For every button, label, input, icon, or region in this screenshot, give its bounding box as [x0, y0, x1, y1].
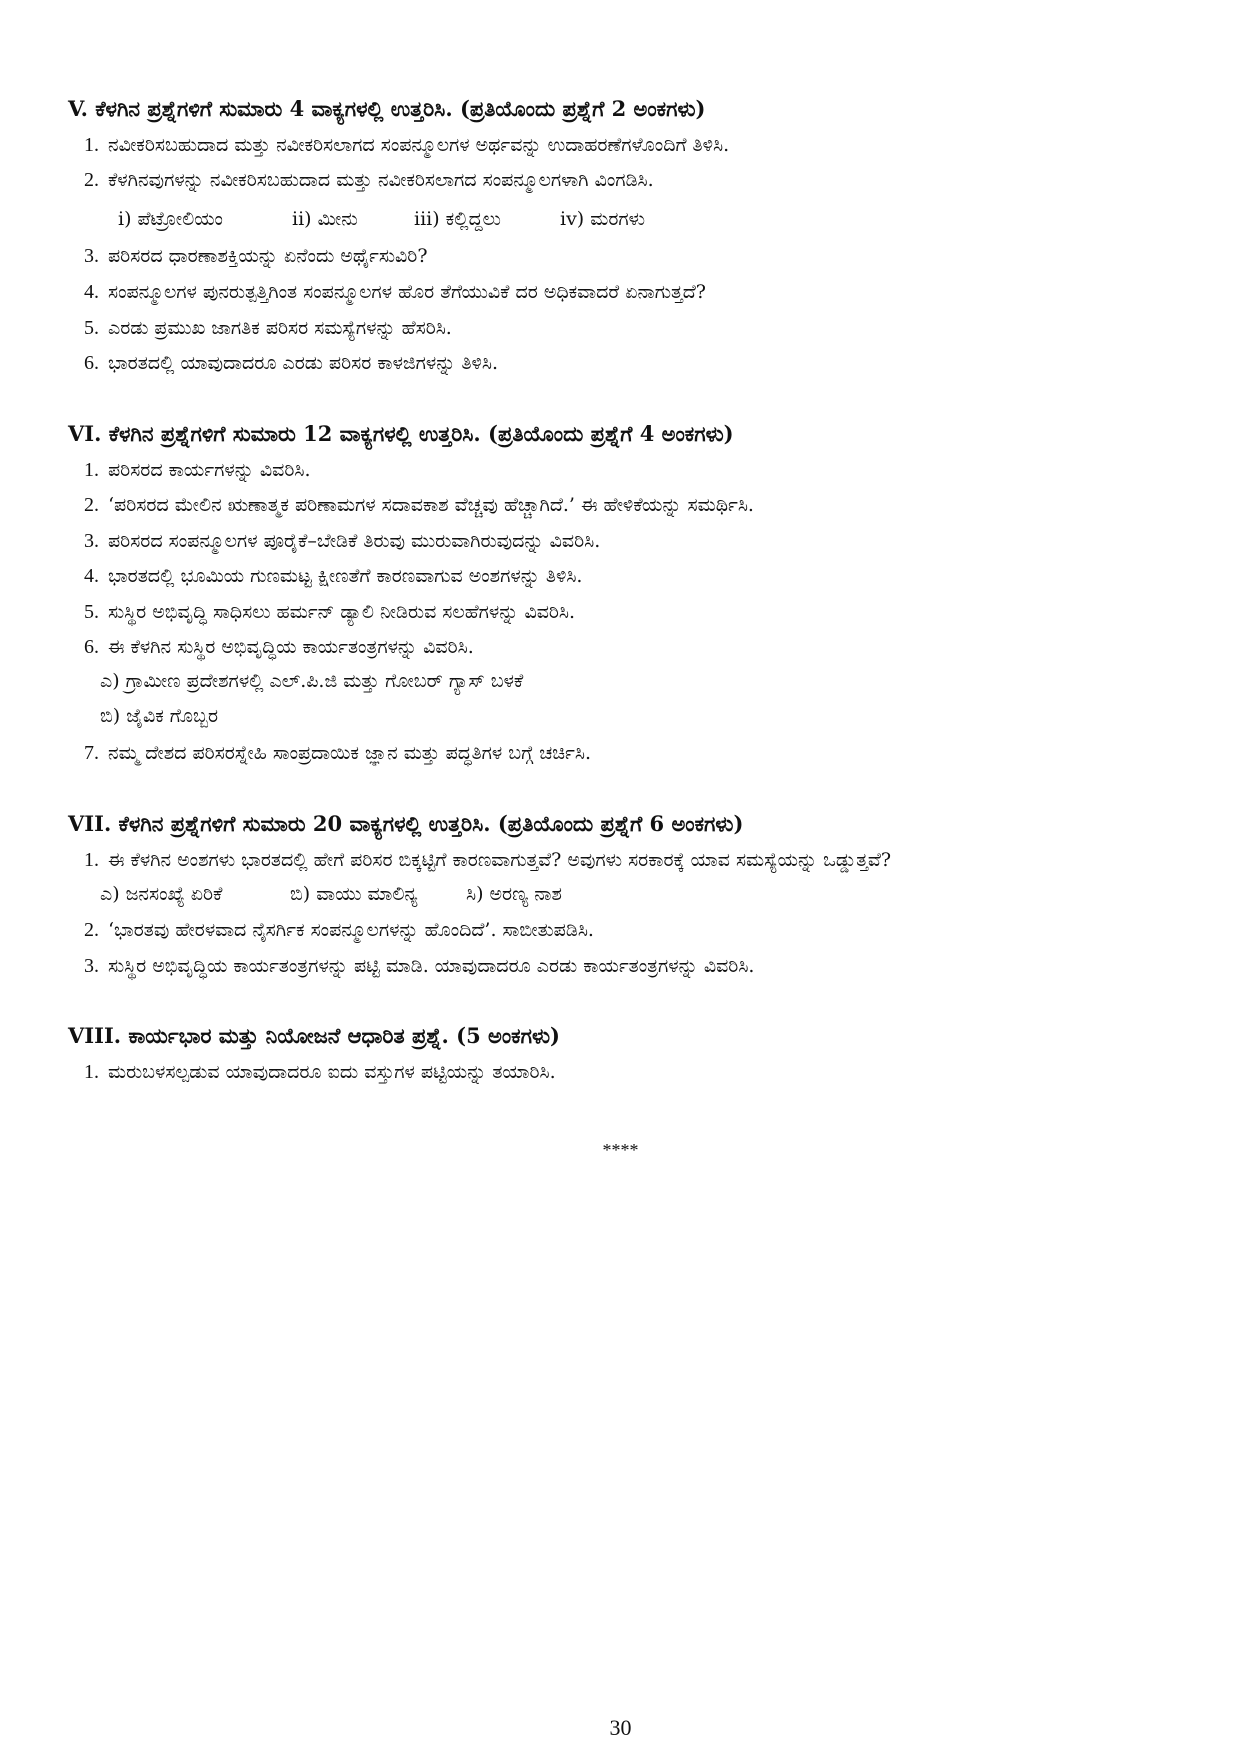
question-vi-5: 5. ಸುಸ್ಥಿರ ಅಭಿವೃದ್ಧಿ ಸಾಧಿಸಲು ಹರ್ಮನ್ ಡ್ಯಾಲಿ ನೀಡಿರುವ ಸಲಹೆಗಳನ್ನು ವಿವರಿಸಿ.	[84, 601, 576, 623]
page-number: 30	[609, 1715, 632, 1740]
question-v-4: 4. ಸಂಪನ್ಮೂಲಗಳ ಪುನರುತ್ಪತ್ತಿಗಿಂತ ಸಂಪನ್ಮೂಲಗಳ ಹೊರ ತೆಗೆಯುವಿಕೆ ದರ ಅಧಿಕವಾದರೆ ಏನಾಗುತ್ತದೆ?	[84, 281, 706, 303]
option-v-2-iii: iii) ಕಲ್ಲಿದ್ದಲು	[414, 208, 501, 230]
question-vi-7: 7. ನಮ್ಮ ದೇಶದ ಪರಿಸರಸ್ನೇಹಿ ಸಾಂಪ್ರದಾಯಿಕ ಜ್ಞಾನ ಮತ್ತು ಪದ್ಧತಿಗಳ ಬಗ್ಗೆ ಚರ್ಚಿಸಿ.	[84, 742, 592, 764]
question-v-2: 2. ಕೆಳಗಿನವುಗಳನ್ನು ನವೀಕರಿಸಬಹುದಾದ ಮತ್ತು ನವೀಕರಿಸಲಾಗದ ಸಂಪನ್ಮೂಲಗಳಾಗಿ ವಿಂಗಡಿಸಿ.	[84, 169, 654, 191]
option-v-2-ii: ii) ಮೀನು	[292, 208, 358, 230]
section-viii-heading: VIII. ಕಾರ್ಯಭಾರ ಮತ್ತು ನಿಯೋಜನೆ ಆಧಾರಿತ ಪ್ರಶ್ನೆ. (5 ಅಂಕಗಳು)	[68, 1023, 560, 1048]
option-vii-1-b: ಬಿ) ವಾಯು ಮಾಲಿನ್ಯ	[290, 883, 418, 905]
subitem-vi-6-b: ಬಿ) ಜೈವಿಕ ಗೊಬ್ಬರ	[100, 705, 219, 727]
section-vi-heading: VI. ಕೆಳಗಿನ ಪ್ರಶ್ನೆಗಳಿಗೆ ಸುಮಾರು 12 ವಾಕ್ಯಗಳಲ್ಲಿ ಉತ್ತರಿಸಿ. (ಪ್ರತಿಯೊಂದು ಪ್ರಶ್ನೆಗೆ 4 ಅಂಕಗಳು)	[68, 421, 734, 446]
question-vi-6: 6. ಈ ಕೆಳಗಿನ ಸುಸ್ಥಿರ ಅಭಿವೃದ್ಧಿಯ ಕಾರ್ಯತಂತ್ರಗಳನ್ನು ವಿವರಿಸಿ.	[84, 636, 474, 658]
question-v-5: 5. ಎರಡು ಪ್ರಮುಖ ಜಾಗತಿಕ ಪರಿಸರ ಸಮಸ್ಯೆಗಳನ್ನು ಹೆಸರಿಸಿ.	[84, 317, 452, 339]
option-vii-1-c: ಸಿ) ಅರಣ್ಯ ನಾಶ	[466, 883, 562, 905]
question-v-1: 1. ನವೀಕರಿಸಬಹುದಾದ ಮತ್ತು ನವೀಕರಿಸಲಾಗದ ಸಂಪನ್ಮೂಲಗಳ ಅರ್ಥವನ್ನು ಉದಾಹರಣೆಗಳೊಂದಿಗೆ ತಿಳಿಸಿ.	[84, 134, 730, 156]
question-viii-1: 1. ಮರುಬಳಸಲ್ಪಡುವ ಯಾವುದಾದರೂ ಐದು ವಸ್ತುಗಳ ಪಟ್ಟಿಯನ್ನು ತಯಾರಿಸಿ.	[84, 1061, 556, 1083]
question-vii-1: 1. ಈ ಕೆಳಗಿನ ಅಂಶಗಳು ಭಾರತದಲ್ಲಿ ಹೇಗೆ ಪರಿಸರ ಬಿಕ್ಕಟ್ಟಿಗೆ ಕಾರಣವಾಗುತ್ತವೆ? ಅವುಗಳು ಸರಕಾರಕ್ಕೆ ಯಾವ ಸಮಸ್ಯೆಯನ್ನು ಒಡ್ಡುತ್ತವೆ?	[84, 849, 892, 871]
option-vii-1-a: ಎ) ಜನಸಂಖ್ಯೆ ಏರಿಕೆ	[100, 883, 223, 905]
end-separator: ****	[602, 1140, 639, 1160]
section-v-heading: V. ಕೆಳಗಿನ ಪ್ರಶ್ನೆಗಳಿಗೆ ಸುಮಾರು 4 ವಾಕ್ಯಗಳಲ್ಲಿ ಉತ್ತರಿಸಿ. (ಪ್ರತಿಯೊಂದು ಪ್ರಶ್ನೆಗೆ 2 ಅಂಕಗಳು)	[68, 96, 706, 121]
question-vi-3: 3. ಪರಿಸರದ ಸಂಪನ್ಮೂಲಗಳ ಪೂರೈಕೆ–ಬೇಡಿಕೆ ತಿರುವು ಮುರುವಾಗಿರುವುದನ್ನು ವಿವರಿಸಿ.	[84, 530, 601, 552]
question-vi-1: 1. ಪರಿಸರದ ಕಾರ್ಯಗಳನ್ನು ವಿವರಿಸಿ.	[84, 459, 311, 481]
question-vi-2: 2. ‘ಪರಿಸರದ ಮೇಲಿನ ಋಣಾತ್ಮಕ ಪರಿಣಾಮಗಳ ಸದಾವಕಾಶ ವೆಚ್ಚವು ಹೆಚ್ಚಾಗಿದೆ.’ ಈ ಹೇಳಿಕೆಯನ್ನು ಸಮರ್ಥಿಸಿ.	[84, 494, 754, 516]
question-vii-2: 2. ‘ಭಾರತವು ಹೇರಳವಾದ ನೈಸರ್ಗಿಕ ಸಂಪನ್ಮೂಲಗಳನ್ನು ಹೊಂದಿದೆ’. ಸಾಬೀತುಪಡಿಸಿ.	[84, 919, 594, 941]
subitem-vi-6-a: ಎ) ಗ್ರಾಮೀಣ ಪ್ರದೇಶಗಳಲ್ಲಿ ಎಲ್.ಪಿ.ಜಿ ಮತ್ತು ಗೋಬರ್ ಗ್ಯಾಸ್ ಬಳಕೆ	[100, 670, 524, 692]
section-vii-heading: VII. ಕೆಳಗಿನ ಪ್ರಶ್ನೆಗಳಿಗೆ ಸುಮಾರು 20 ವಾಕ್ಯಗಳಲ್ಲಿ ಉತ್ತರಿಸಿ. (ಪ್ರತಿಯೊಂದು ಪ್ರಶ್ನೆಗೆ 6 ಅಂಕಗಳು)	[68, 811, 744, 836]
option-v-2-i: i) ಪೆಟ್ರೋಲಿಯಂ	[118, 208, 223, 230]
question-v-3: 3. ಪರಿಸರದ ಧಾರಣಾಶಕ್ತಿಯನ್ನು ಏನೆಂದು ಅರ್ಥೈಸುವಿರಿ?	[84, 245, 428, 267]
question-v-6: 6. ಭಾರತದಲ್ಲಿ ಯಾವುದಾದರೂ ಎರಡು ಪರಿಸರ ಕಾಳಜಿಗಳನ್ನು ತಿಳಿಸಿ.	[84, 352, 499, 374]
question-vii-3: 3. ಸುಸ್ಥಿರ ಅಭಿವೃದ್ಧಿಯ ಕಾರ್ಯತಂತ್ರಗಳನ್ನು ಪಟ್ಟಿ ಮಾಡಿ. ಯಾವುದಾದರೂ ಎರಡು ಕಾರ್ಯತಂತ್ರಗಳನ್ನು ವಿವರಿಸಿ.	[84, 955, 755, 977]
option-v-2-iv: iv) ಮರಗಳು	[560, 208, 646, 230]
question-vi-4: 4. ಭಾರತದಲ್ಲಿ ಭೂಮಿಯ ಗುಣಮಟ್ಟ ಕ್ಷೀಣತೆಗೆ ಕಾರಣವಾಗುವ ಅಂಶಗಳನ್ನು ತಿಳಿಸಿ.	[84, 565, 583, 587]
